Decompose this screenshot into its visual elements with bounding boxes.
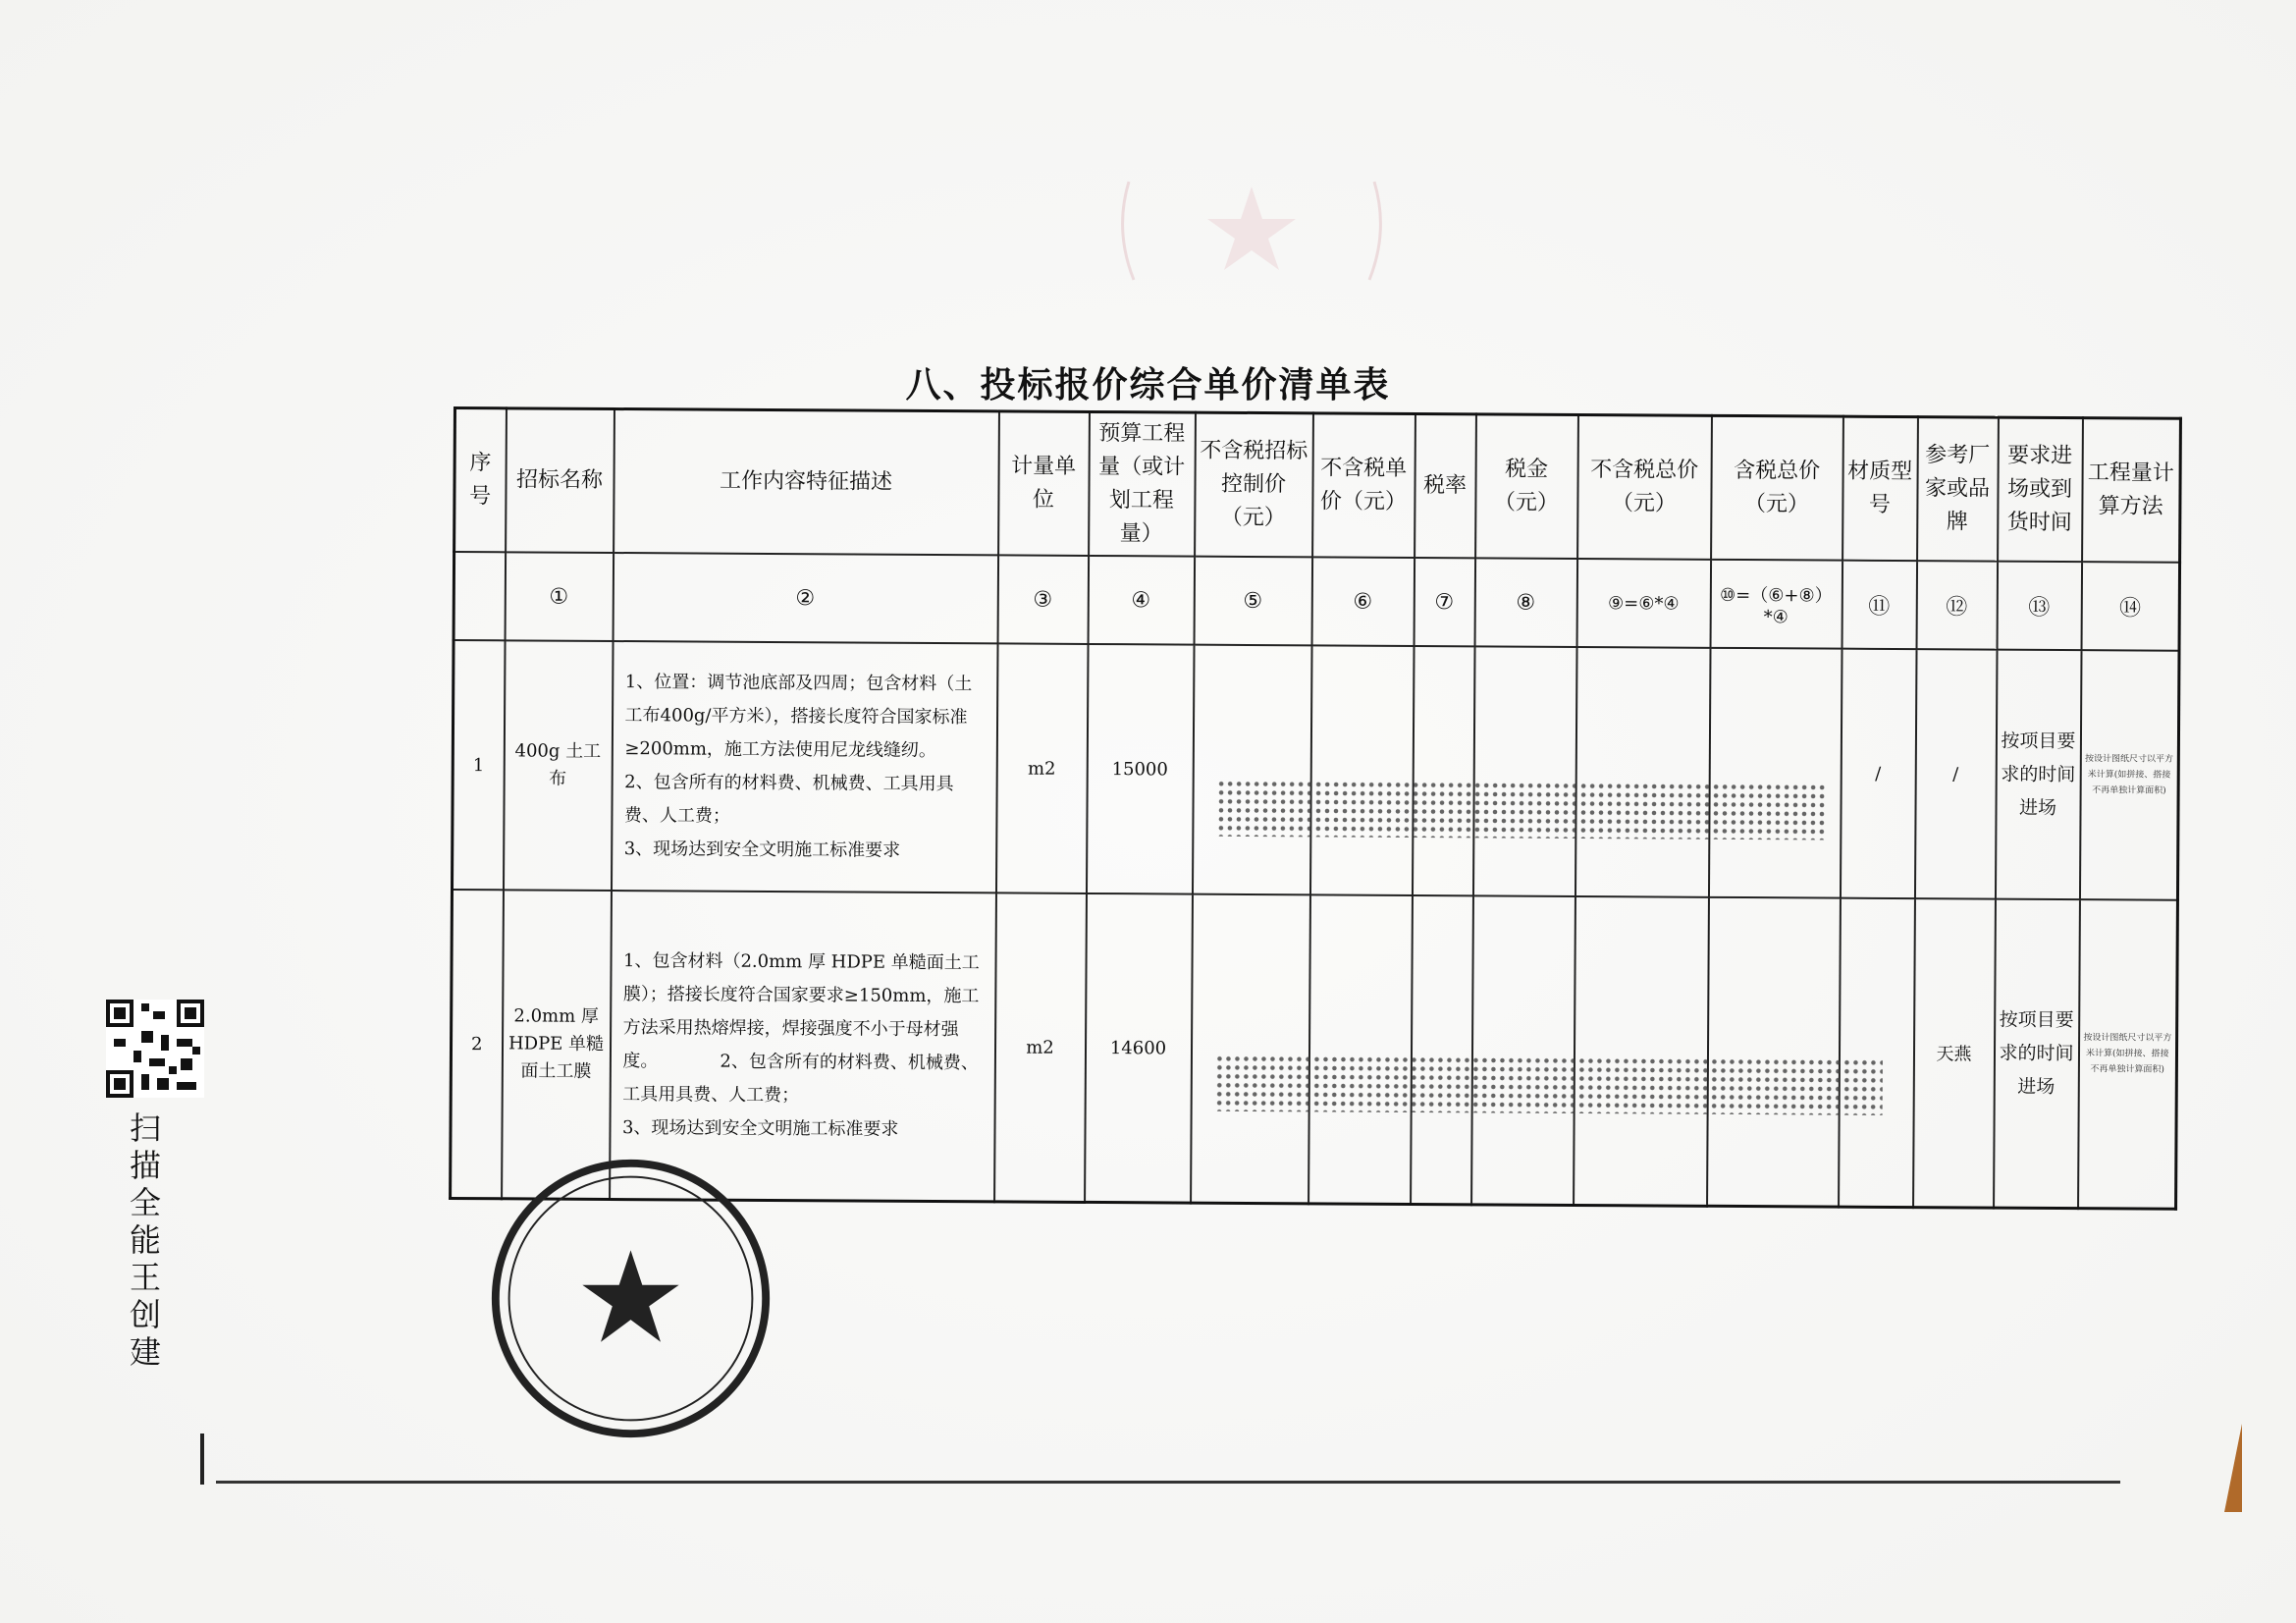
redacted-cell	[1707, 897, 1841, 1207]
item-calc-method: 按设计图纸尺寸以平方米计算(如拼接、搭接不再单独计算面积)	[2078, 899, 2178, 1209]
col-number: ④	[1088, 556, 1195, 645]
col-number: ⑧	[1474, 558, 1577, 647]
col-number: ⑫	[1916, 561, 1998, 649]
redacted-cell	[1412, 646, 1474, 895]
row-number: 1	[452, 640, 505, 890]
page-title: 八、投标报价综合单价清单表	[905, 365, 1391, 406]
col-header: 含税总价（元）	[1711, 415, 1843, 560]
col-header: 工程量计算方法	[2082, 418, 2181, 563]
table-row	[452, 640, 2179, 900]
qr-code-icon	[106, 1000, 204, 1098]
redacted-cell	[1308, 894, 1413, 1204]
col-header: 预算工程量（或计划工程量）	[1089, 411, 1196, 556]
scan-app-label: 扫描全能王 创建	[130, 1109, 162, 1371]
col-header: 不含税单价（元）	[1312, 413, 1415, 558]
item-unit: m2	[995, 643, 1088, 893]
item-brand: 天燕	[1913, 898, 1996, 1208]
item-name: 2.0mm 厚 HDPE 单糙面土工膜	[502, 890, 612, 1199]
item-quantity: 14600	[1085, 893, 1193, 1203]
desc-line: 1、位置：调节池底部及四周；包含材料（土工布400g/平方米），搭接长度符合国家标准≥200mm，施工方法使用尼龙线缝纫。	[624, 672, 973, 762]
col-number: ⑦	[1414, 558, 1475, 646]
company-seal	[486, 1154, 775, 1443]
item-material	[1839, 898, 1915, 1208]
col-number: ⑪	[1842, 561, 1917, 649]
redacted-cell	[1411, 895, 1473, 1205]
item-quantity: 15000	[1086, 644, 1194, 894]
item-name: 400g 土工布	[503, 640, 613, 891]
col-number: ⑬	[1997, 562, 2082, 651]
desc-line: 1、包含材料（2.0mm 厚 HDPE 单糙面土工膜）；搭接长度符合国家要求≥150mm，施工方法采用热熔焊接，焊接强度不小于母材强度。 2、包含所有的材料费、机械费、工具用具费、人工费；	[622, 950, 980, 1107]
col-header: 税金（元）	[1475, 414, 1578, 559]
scan-corner-mark	[200, 1434, 204, 1485]
col-header: 不含税招标控制价（元）	[1195, 412, 1313, 557]
redacted-cell	[1192, 645, 1311, 895]
col-number: ①	[505, 552, 614, 641]
redacted-cell	[1472, 646, 1576, 896]
redacted-cell	[1471, 895, 1575, 1205]
col-header: 不含税总价（元）	[1577, 414, 1712, 559]
redacted-cell	[1574, 896, 1709, 1206]
col-header: 工作内容特征描述	[614, 408, 999, 555]
header-row	[454, 408, 2181, 563]
item-unit: m2	[994, 893, 1087, 1202]
col-number: ⑨=⑥*④	[1576, 559, 1711, 648]
redaction-pattern	[1216, 780, 1825, 840]
item-brand: /	[1914, 649, 1997, 898]
item-material: /	[1840, 649, 1916, 898]
scan-corner-mark	[2224, 1424, 2242, 1512]
col-number: ②	[613, 553, 998, 643]
item-arrival-time: 按项目要求的时间进场	[1995, 650, 2081, 900]
row-number: 2	[451, 890, 504, 1199]
desc-line: 2、包含所有的材料费、机械费、工具用具费、人工费；	[623, 772, 954, 827]
item-description	[611, 641, 997, 893]
quote-table-sheet	[449, 406, 2179, 1211]
col-number: ⑥	[1311, 557, 1415, 646]
item-arrival-time: 按项目要求的时间进场	[1994, 899, 2080, 1209]
col-header: 要求进场或到货时间	[1998, 417, 2083, 562]
col-number	[454, 552, 506, 640]
redacted-cell	[1309, 645, 1414, 895]
desc-line: 3、现场达到安全文明施工标准要求	[623, 839, 901, 861]
redacted-cell	[1191, 894, 1310, 1204]
col-header: 材质型号	[1842, 416, 1918, 561]
col-header: 招标名称	[506, 408, 614, 553]
item-calc-method: 按设计图纸尺寸以平方米计算(如拼接、搭接不再单独计算面积)	[2079, 650, 2179, 900]
col-header: 序号	[454, 408, 507, 553]
col-number: ⑤	[1194, 557, 1312, 646]
col-header: 参考厂家或品牌	[1917, 417, 1999, 562]
col-header: 计量单位	[998, 411, 1090, 556]
column-number-row	[454, 552, 2180, 651]
col-number: ③	[997, 555, 1089, 644]
col-header: 税率	[1415, 413, 1476, 558]
redaction-pattern	[1215, 1055, 1883, 1115]
col-number: ⑩=（⑥+⑧）*④	[1710, 560, 1842, 649]
redacted-cell	[1575, 647, 1710, 897]
redacted-cell	[1708, 648, 1842, 898]
faint-seal-mark	[1109, 162, 1394, 299]
desc-line: 3、现场达到安全文明施工标准要求	[621, 1117, 899, 1140]
col-number: ⑭	[2081, 562, 2180, 651]
page-bottom-line	[216, 1481, 2120, 1484]
